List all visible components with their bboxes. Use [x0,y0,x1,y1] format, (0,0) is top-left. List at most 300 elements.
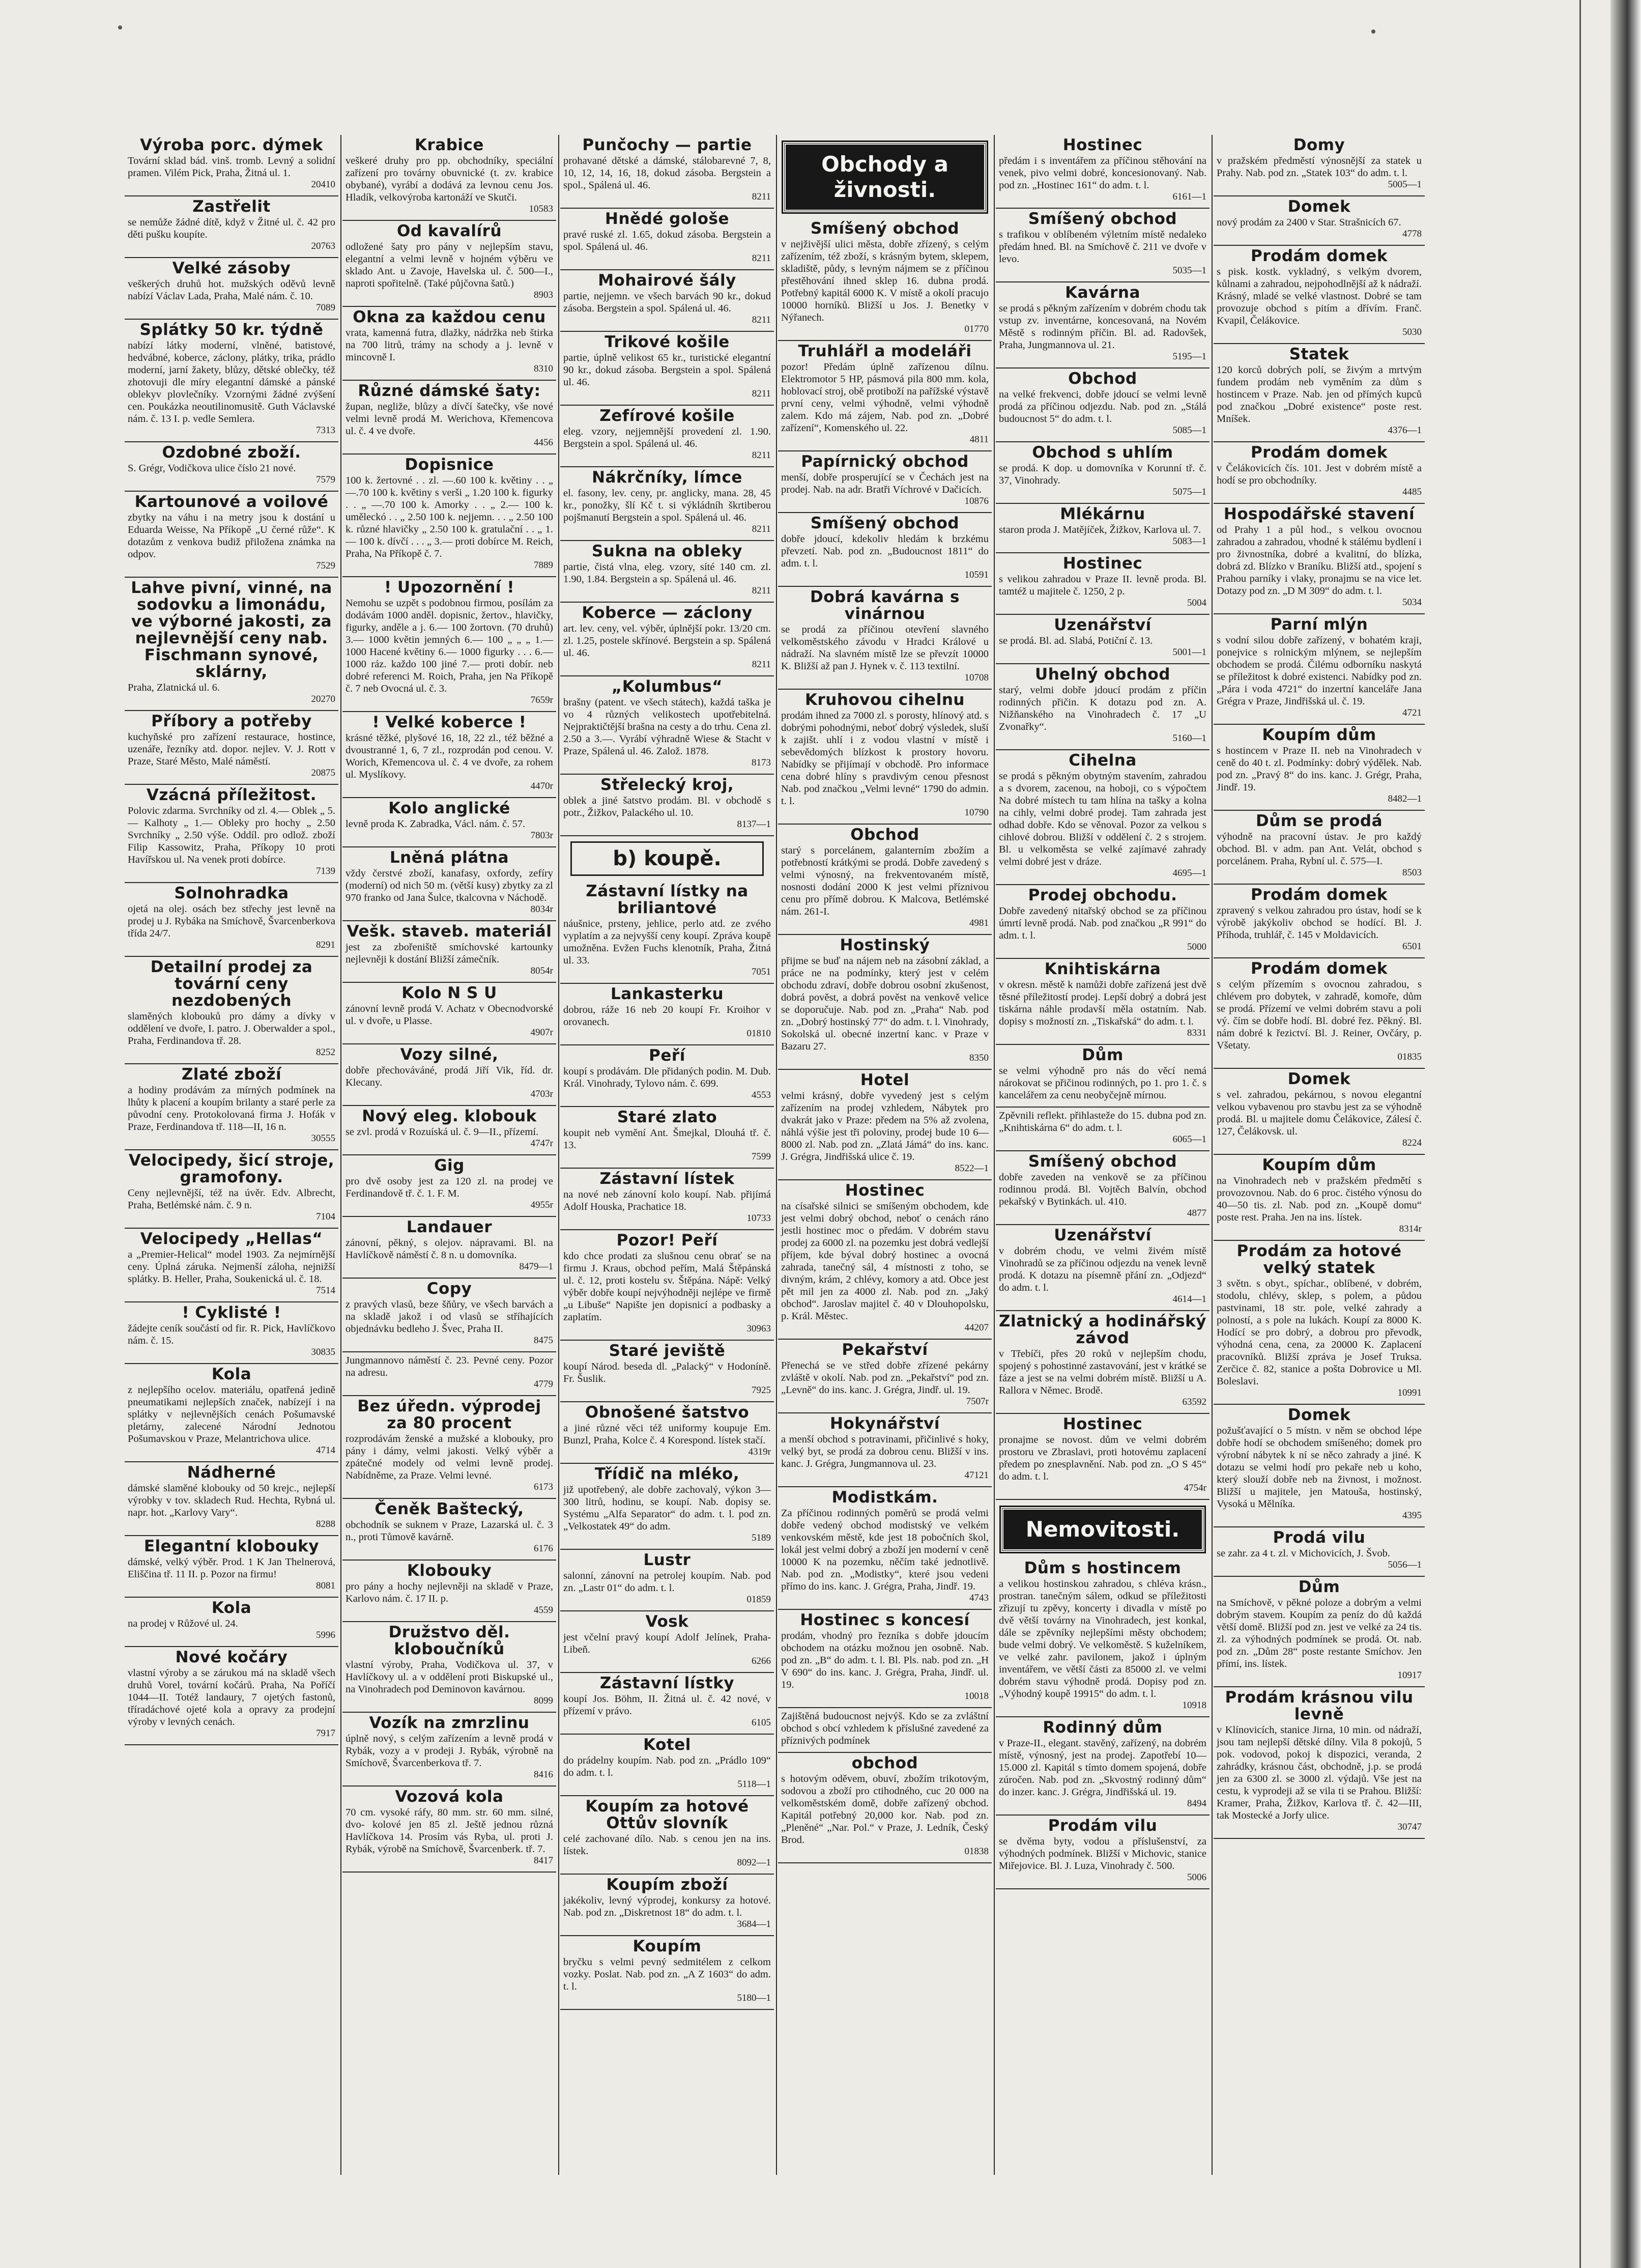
ad-code: 8092—1 [737,1857,771,1868]
ad-title: Vosk [645,1612,689,1631]
ad-text: výhodně na pracovní ústav. Je pro každý obchod. Bl. v adm. pan Ant. Velát, obchod s porcelánem. Praha, Rybní ul. č. 575—I. [1217,831,1422,867]
ad-code: 30747 [1397,1822,1422,1832]
classified-ad [560,1464,774,1550]
ad-title: Zástavní lístky [599,1674,735,1692]
ad-text: partie, nejjemn. ve všech barvách 90 kr., dokud zásoba. Bergstein a spol. Spálená ul. 46. [563,291,771,314]
ad-title: Dům [1082,1046,1124,1064]
ad-title: Statek [1289,345,1349,363]
ad-code: 5034 [1402,597,1422,608]
ad-text: s hotovým oděvem, obuví, zbožím trikotovým, sodovou a zboží pro ctihodného, cuc 20 000 na velkoměstském domě, dobře zařízený obchod. Kapitál potřebný 20,000 kor. Nab. pod zn. „Pleněné“ „Nar. Pol.“ v Praze, J. Ledník, Český Brod. [781,1773,989,1846]
ad-code: 4743 [969,1593,989,1603]
classified-ad [560,1169,774,1230]
classified-ad [125,258,338,320]
ad-code: 7529 [316,560,335,571]
classified-ad [1214,725,1425,811]
column-5 [996,135,1210,2175]
ad-code: 10876 [964,496,989,506]
ad-text: Jungmannovo náměstí č. 23. Pevné ceny. Pozor na adresu. [346,1355,553,1378]
ad-code: 8291 [316,940,335,950]
ad-code: 4695—1 [1172,868,1206,878]
ad-text: vlastní výroby a se zárukou má na skladě všech druhů Vorel, tovární kočárů. Praha, Na Poříčí 1044—II. Totéž landaury, 7 ojetých fastonů, tříradáchové ojeté kola a opravy za prodejní výroby v levných cenách. [128,1667,335,1727]
ad-code: 5083—1 [1172,536,1206,547]
classified-ad [778,1070,992,1180]
ad-title: Vozy silné, [400,1045,499,1064]
column-rule [340,135,341,2175]
classified-ad [125,1647,338,1745]
ad-text: staron proda J. Matějíček, Žižkov, Karlova ul. 7. [999,524,1201,535]
ad-code: 10708 [964,672,989,683]
ad-text: požušťavající o 5 místn. v něm se obchod lépe dobře hodí se obchodem smíšeného; domek pro výrobní nábytek k ní se něco zahrady a jiné. K dotazu se velmi hodí pro pekaře neb u koho, který slouží dobře neb na živnost, i možnost. Bližší u majitele, jen Matouša, hostinský, Vysoká u Mělníka. [1217,1425,1422,1510]
classified-ad [125,1229,338,1302]
classified-ad [1214,1527,1425,1577]
classified-ad [125,578,338,711]
ad-text: v Třebíči, přes 20 roků v nejlepším chodu, spojený s pohostinné zastavování, jest v krátké se fáze a jest se na velmi dobrém místě. Bližší u A. Rallora v Němec. Brodě. [999,1348,1206,1396]
ad-text: vlastní výroby, Praha, Vodičkova ul. 37, v Havlíčkovy ul. a v oddělení proti Biskupské ul., na Vinohradech pod Deminovon kavárnou. [346,1659,553,1695]
ad-title: Solnohradka [174,884,289,902]
classified-ad [342,455,556,577]
ad-title: Koupím zboží [606,1876,728,1894]
ad-text: krásné těžké, plyšové 16, 18, 22 zl., též běžné a dvoustranné 1, 6, 7 zl., rozprodán pod cenou. V. Worich, Křemencova ul. č. 4 ve dvoře, za rohem ul. Myslíkovy. [346,732,553,780]
ad-text: s pisk. kostk. vykladný, s velkým dvorem, kůlnami a zahradou, nejpohodlnější až k nádraží. Krásný, mladé se velké vlastnost. Dobré se tam provozuje obchod s pitím a dřívím. Franč. Kvapil, Čelákovice. [1217,266,1422,326]
ad-text: pravé ruské zl. 1.65, dokud zásoba. Bergstein a spol. Spálená ul. 46. [563,229,771,252]
ad-code: 20763 [311,241,335,251]
ad-code: 4470r [530,781,553,791]
ad-code: 47121 [964,1470,989,1481]
ad-text: S. Grégr, Vodičkova ulice číslo 21 nové. [128,463,296,474]
classified-ad [342,1044,556,1106]
ad-text: v okresn. městě k namůži dobře zařízená jest dvě těsné příležitostí prodej. Lepší dobrý a dobrá jest tiskárna náhle prodavší měla ostatním. Nab. dopisy s možností zn. „Tiskařská“ do adm. t. l. [999,979,1206,1027]
ad-title: Domek [1287,1406,1351,1424]
ad-title: Lustr [643,1551,691,1569]
ad-title: Lankasterku [610,985,724,1003]
classified-ad [1214,614,1425,725]
ad-text: žádejte ceník součástí od fir. R. Pick, Havlíčkovo nám. č. 15. [128,1323,335,1346]
classified-ad [560,1611,774,1673]
ad-text: v Klínovicích, stanice Jirna, 10 min. od nádraží, jsou tam nejlepší dětské dílny. Vila 8 pokojů, 5 pok. vodovod, pokoj k dispozici, veranda, 2 zahrádky, krásnou část, obchodně, j.p. se prodá jen za 6300 zl. se 3000 zl. výdajů. Vše jest na cestu, k vyprodeji až se vila ti se Prahou. Bližší: Kramer, Praha, Žižkov, Karlova tř. č. 42—III, tak Mostecké a Jorfy ulice. [1217,1724,1422,1821]
classified-ad [778,1340,992,1413]
ad-text: celé zachované dílo. Nab. s cenou jen na ins. lístek. [563,1833,771,1857]
ad-title: Prodám krásnou vilu levně [1225,1688,1414,1723]
classified-ad [996,504,1210,553]
ad-title: Uzenářství [1054,616,1151,634]
ad-title: Kruhovou cihelnu [805,691,965,709]
ad-title: Od kavalírů [396,222,502,240]
classified-ad [996,664,1210,750]
ad-code: 5160—1 [1172,733,1206,744]
ad-text: jakékoliv, levný výprodej, konkursy za hotové. Nab. pod zn. „Diskretnost 18“ do adm. t. l. [563,1895,771,1918]
ad-code: 7599 [752,1151,771,1162]
ad-text: a velikou hostinskou zahradou, s chléva krásn., prostran. tanečným sálem, odkud se příležitosti zřizují tu zpěvy, koncerty i divadla v místě po dvě větší továrny na Vinohradech, jest konkal, dále se zpěvníky nejlepšími městy obchodem; bude velmi dobrý. Ve velkoměstě. S kuželníkem, ve velké zahr. pavilonem, jakož i úplným inventářem, ve větší části za 85000 zl. ve velmi dobrém stavu výhodně prodá. Dopisy pod zn. „Výhodný koupě 19915“ do adm. t. l. [999,1578,1206,1699]
classified-ad [125,1536,338,1598]
ad-text: odložené šaty pro pány v nejlepším stavu, elegantní a velmi levně v hojném výběru ve sklado Ant. u Zavoje, Havelska ul. č. 500—I., naproti spořitelně. (Také půjčovna šatů.) [346,241,553,289]
ad-code: 8503 [1402,867,1422,878]
ad-text: přijme se buď na nájem neb na zásobní základ, a práce ne na podmínky, který jest v celém obchodu zdraví, dobře dobrou osobní zkušenost, dobrá pověst, a dobrá pověst na venkově velice se doporučuje. Nab. pod zn. „Praha“ Nab. pod zn. „Dobrý hostinský 77“ do adm. t. l. Vinohrady, Sokolská ul. obecné inzertní kanc. v Praze v Bazaru 27. [781,955,989,1052]
ad-title: Hostinec s koncesí [800,1611,970,1629]
ad-title: Parní mlýn [1270,615,1368,634]
ad-text: Zajištěná budoucnost nejvýš. Kdo se za zvláštní obchod s obcí vzhledem k příslušné zavedené za příznivých podmínek [781,1711,989,1746]
classified-ad [560,467,774,541]
classified-ad [996,885,1210,959]
ad-title: Detailní prodej za tovární ceny nezdobených [150,958,313,1010]
ad-text: na Vinohradech neb v pražském předmětí s provozovnou. Nab. do 6 proc. čistého výnosu do 40—50 tis. zl. Nab. pod zn. „Koupě domu“ poste rest. Praha. Jen na ins. lístek. [1217,1175,1422,1223]
ad-title: Lahve pivní, vinné, na sodovku a limonádu, ve výborné jakosti, za nejlevnější ceny nab. Fischmann synové, sklárny, [131,579,332,681]
ad-code: 8350 [969,1053,989,1063]
classified-ad [996,1717,1210,1816]
ad-title: Krabice [415,136,484,154]
ad-title: Prodám domek [1251,443,1388,462]
classified-ad [125,135,338,196]
classified-ad [560,1230,774,1341]
ad-text: pro pány a hochy nejlevněji na skladě v Praze, Karlovo nám. č. 17 II. p. [346,1581,553,1604]
classified-ad [342,1561,556,1622]
ad-code: 44207 [964,1322,989,1333]
ad-text: úplně nový, s celým zařízením a levně prodá v Rybák, vozy a v prodeji J. Rybák, výrobně na Smíchově, Švarcenberkova tř. 7. [346,1733,553,1769]
ad-text: v Praze-II., elegant. stavěný, zařízený, na dobrém místě, výnosný, jest na prodej. Zapotřebí 10—15.000 zl. Kapitál s tímto domem spojená, dobře zúročen. Nab. pod zn. „Skvostný rodinný dům“ do inzer. kanc. J. Grégra, Jindřišská ul. 19. [999,1738,1206,1798]
ad-text: salonní, zánovní na petrolej koupím. Nab. pod zn. „Lastr 01“ do adm. t. l. [563,1570,771,1594]
ad-title: Domy [1293,136,1345,154]
ad-title: Kola [211,1599,252,1617]
ad-title: Mohairové šály [598,271,736,290]
ad-text: Praha, Zlatnická ul. 6. [128,682,220,693]
ad-code: 20875 [311,768,335,778]
classified-ad [996,442,1210,504]
ad-code: 30835 [311,1347,335,1357]
ad-text: se prodá. K dop. u domovníka v Korunní tř. č. 37, Vinohrady. [999,463,1206,486]
classified-ad [778,690,992,825]
ad-text: nabízí látky moderní, vlněné, batistové, hedvábné, koberce, záclony, plátky, trika, prádlo moderní, jarní žakety, blůzy, dětské oblečky, též zhotovuji dle míry elegantní dámské a pánské oblekyv plovlečníky. Vzornými žádné zvýšení cen. Poukázka neoutilinomusitě. Guth Václavské nám. č. 13 I. p. vedle Semlera. [128,340,335,424]
ad-title: Papírnický obchod [801,452,969,471]
ad-title: Gig [434,1156,465,1175]
ad-title: Staré zlato [617,1108,717,1126]
classified-ad [560,1735,774,1796]
ad-code: 8903 [534,290,553,300]
ad-text: se prodá s pěkným obytným stavením, zahradou a s dvorem, zacenou, na hoboji, co s výpočtem Na dobré místech tu tam hlína na tašky a kolna na cihly, velmi dobré prodej. Tam zahrada jest odhad dobře. Kdo se věnoval. Pozor za velkou s cihlové dobrou. Bližší v oddělení č. 2 s strojem. Bl. u velkoměsta se velké zajímavé zahrady velmi dobré jest v dráze. [999,771,1206,867]
ad-title: Knihtiskárna [1044,960,1161,978]
classified-ad [560,541,774,603]
paper-speck [1371,30,1375,34]
ad-code: 10917 [1397,1670,1422,1681]
classified-ad [996,959,1210,1045]
ad-title: Koupím za hotové Ottův slovník [585,1797,749,1832]
ad-code: 7514 [316,1285,335,1296]
classified-ad [996,209,1210,282]
ad-text: partie, čistá vlna, eleg. vzory, síté 140 cm. zl. 1.90, 1.84. Bergstein a sp. Spálená ul. 46. [563,561,771,585]
ad-text: Polovic zdarma. Svrchníky od zl. 4.— Oblek „ 5.— Kalhoty „ 1.— Obleky pro hochy „ 2.50 Svrchníky „ 2.50 výše. Oddíl. pro odlož. zboží Filip Kassowitz, Praha, Příkopy 10 proti Havířskou ul. Na venek proti dobírce. [128,805,335,865]
ad-code: 7579 [316,474,335,485]
ad-text: Za příčinou rodinných poměrů se prodá velmi dobře vedený obchod modistský ve velkém venkovském městě, kde jest 18 pobočních škol, lokál jest velmi dobrý a zboží jen moderní v ceně 10000 K na pozemku, něčím také jednotlivě. Nab. pod zn. „Modistky“, které jsou vedeni přímo do ins. kanc. J. Grégra, Praha, Jindř. 19. [781,1508,989,1592]
classified-ad [778,1708,992,1753]
classified-ad [342,221,556,307]
ad-code: 5056—1 [1388,1560,1422,1570]
column-1 [125,135,338,2175]
ad-title: Smíšený obchod [810,514,960,532]
ad-title: Vozík na zmrzlinu [369,1714,530,1732]
ad-text: pozor! Předám úplně zařízenou dílnu. Elektromotor 5 HP, pásmová pila 800 mm. kola, hoblovací stroj, obě protiboží na pařížské výstavě první ceny, velmi výhodně, velmi výhodně zalem. Kdo má zájem, Nab. pod zn. „Dobré zařízení“, Komenského ul. 22. [781,361,989,434]
ad-title: Kolo anglické [388,799,510,817]
ad-code: 8482—1 [1388,793,1422,804]
ad-title: Obchod s uhlím [1032,443,1173,462]
ad-title: Koberce — záclony [582,604,753,622]
ad-title: Lněná plátna [389,848,509,867]
ad-text: veškerých druhů hot. mužských oděvů levně nabízí Václav Lada, Praha, Malé nám. č. 10. [128,278,335,302]
ad-text: a menší obchod s potravinami, přičinlivé s hoky, velký byt, se prodá za dobrou cenu. Bližší v ins. kanc. J. Grégra, Jungmannova ul. 23. [781,1434,989,1469]
ad-text: Přenechá se ve střed dobře zřízené pekárny zvláště v okolí. Nab. pod zn. „Pekařství“ pod zn. „Levně“ do ins. kanc. J. Grégra, Jindř. ul. 19. [781,1360,989,1396]
ad-title: Družstvo děl. kloboučníků [388,1623,510,1658]
ad-code: 8211 [752,659,771,670]
ad-text: dobrou, ráže 16 neb 20 koupí Fr. Kroihor v orovanech. [563,1004,771,1028]
ad-title: Různé dámské šaty: [358,382,541,400]
ad-title: Sukna na obleky [591,542,743,560]
ad-code: 5006 [1187,1872,1206,1883]
ad-code: 10018 [964,1691,989,1702]
classified-ad [1214,1155,1425,1241]
classified-ad [125,1462,338,1536]
classified-ad [996,1558,1210,1717]
ad-code: 4778 [1402,229,1422,239]
ad-text: levně proda K. Zabradka, Václ. nám. č. 57. [346,818,526,830]
ad-code: 8211 [752,315,771,325]
classified-ad [125,492,338,578]
ad-code: 5118—1 [737,1779,771,1790]
classified-ad [560,135,774,209]
classified-ad [560,984,774,1045]
binding-spine [1610,0,1641,2268]
ad-text: a jiné různé věci též uniformy koupuje Em. Bunzl, Praha, Kolce č. 4 Korespond. lístek stačí. [563,1423,771,1446]
ad-title: Elegantní klobouky [143,1537,320,1555]
ad-text: zbytky na váhu i na metry jsou k dostání u Eduarda Weisse, Na Příkopě „U černé růže“. K dotazům z venkova budiž přiložena známka na odpov. [128,512,335,560]
ad-text: koupí s prodávám. Dle přidaných podin. M. Dub. Král. Vinohrady, Tylovo nám. č. 699. [563,1066,771,1089]
ad-text: eleg. vzory, nejjemnější provedení zl. 1.90. Bergstein a spol. Spálená ul. 46. [563,426,771,449]
ad-text: s vel. zahradou, pekárnou, s novou elegantní velkou vybavenou pro stavbu jest za se výhodně prodá. Bl. u majitele domu Čelákovice, Zálesí č. 127, Čelákovsk. ul. [1217,1089,1422,1137]
section-banner: Nemovitosti. [1001,1507,1204,1552]
ad-title: Truhlářl a modeláři [798,342,972,360]
classified-ad [342,1106,556,1155]
ad-code: 7803r [530,830,553,841]
ad-code: 7139 [316,866,335,876]
ad-title: Staré jeviště [609,1342,726,1360]
ad-code: 8331 [1187,1028,1206,1038]
ad-title: Obchod [850,826,919,844]
ad-title: Kavárna [1065,284,1140,302]
classified-ad [342,307,556,381]
classified-ad [560,1673,774,1735]
ad-text: náušnice, prsteny, jehlice, perlo atd. ze zvého vyplatím a za nejvyšší ceny koupí. Zpráva koupě umožněna. Evžen Fuchs klenotník, Praha, Žitná ul. 33. [563,918,771,966]
ad-title: Domek [1287,197,1351,216]
ad-title: Zastřelit [192,197,271,216]
classified-ad [996,135,1210,209]
ad-title: Vzácná příležitost. [146,786,317,804]
ad-text: jest včelní pravý koupí Adolf Jelínek, Praha-Libeň. [563,1632,771,1655]
classified-ad [1214,504,1425,614]
ad-code: 20410 [311,179,335,190]
ad-title: Velocipedy „Hellas“ [140,1230,323,1248]
classified-ad [1214,1405,1425,1527]
ad-text: el. fasony, lev. ceny, pr. anglicky, mana. 28, 45 kr., ponožky, šlí Kč t. si výkládníh škrtiberou pojšmanutí Bergstein a spol. Spálená ul. 46. [563,488,771,523]
ad-code: 7925 [752,1385,771,1396]
ad-code: 30963 [746,1323,771,1334]
ad-text: se velmi výhodně pro nás do věcí nemá nárokovat se přičinou rodinných, po 1. pro 1. č. s kancelářem za cenu neobyčejně mírnou. [999,1065,1206,1101]
ad-text: starý, velmi dobře jdoucí prodám z příčin rodinných přičin. K dotazu pod zn. A. Nižňanského na Vinohradech č. 17 „U Zvonařky“. [999,685,1206,732]
ad-title: Rodinný dům [1043,1718,1163,1737]
ad-title: Prodám domek [1251,959,1388,978]
ad-code: 63592 [1182,1397,1206,1407]
ad-code: 4485 [1402,487,1422,497]
classified-ad [125,957,338,1064]
ad-code: 7917 [316,1728,335,1739]
ad-code: 8211 [752,388,771,399]
ad-text: zánovní, pěkný, s olejov. nápravami. Bl. na Havlíčkově náměstí č. 8 n. u domovníka. [346,1237,553,1261]
classified-ad [560,775,774,836]
ad-text: na prodej v Růžové ul. 24. [128,1618,238,1629]
ad-title: Koupím dům [1262,1156,1376,1174]
ad-text: se zahr. za 4 t. zl. v Michovicích, J. Švob. [1217,1548,1391,1559]
ad-title: Zlaté zboží [181,1065,282,1084]
ad-text: koupí Jos. Böhm, II. Žitná ul. č. 42 nové, v přízemí v právo. [563,1693,771,1717]
classified-ad [560,1550,774,1611]
ad-code: 5195—1 [1172,351,1206,362]
column-rule [558,135,559,2175]
ad-title: Uzenářství [1054,1226,1151,1244]
ad-text: na císařské silnici se smíšeným obchodem, kde jest velmi dobrý obchod, neboť o cenách ráno jestli hostinec moc o předám. V dobrém stavu prodej za 6000 zl. na pozemku jest dobrá vedlejší příjem, kde býval dobrý hostinec a ovocná zahrada, tanečný sál, 4 místnosti z toho, se divným, krám, 2 chlévy, komory a atd. Obce jest pět mil jen za 4000 zl. Nab. pod zn. „Jaký obchod“. Jaroslav majitel č. 40 v Dlouhopolsku, p. Král. Městec. [781,1201,989,1322]
ad-text: zánovní levně prodá V. Achatz v Obecnodvorské ul. v dvoře, u Plasse. [346,1003,553,1027]
ad-text: z nejlepšího ocelov. materiálu, opatřená jedině pneumatikami nejlepších značek, nabízejí i na splátky v nejlevnějších cenách Pošumavské pletárny, zalecené Národní Jednotou Pošumavskou v Praze, Melantrichova ulice. [128,1384,335,1444]
classified-ad [1214,196,1425,246]
classified-ad [560,270,774,332]
classified-ad [778,1413,992,1487]
ad-code: 6501 [1402,941,1422,952]
classified-ad [125,442,338,492]
ad-text: koupí Národ. beseda dl. „Palacký“ v Hodoníně. Fr. Šuslik. [563,1361,771,1384]
ad-title: Hospodářské stavení [1223,505,1415,523]
ad-code: 5030 [1402,327,1422,337]
ad-title: Nádherné [187,1463,276,1482]
ad-code: 4907r [530,1027,553,1038]
ad-text: na Smíchově, v pěkné poloze a dobrým a velmi dobrým stavem. Koupím za peníz do dů každá větší domě. Bližší pod zn. jest ve velké za 24 tis. zl. za výhodných podmínek se prodá. Ot. nab. pod zn. „Dům 28“ poste restante Smíchov. Jen přímí, ins. lístek. [1217,1597,1422,1669]
ad-text: slaměných klobouků pro dámy a dívky v oddělení ve dvoře, I. patro. J. Oberwalder a spol., Praha, Ferdinandova tř. 28. [128,1011,335,1046]
ad-text: předám i s inventářem za příčinou stěhování na venek, pivo velmi dobré, koncesionovaný. Nab. pod zn. „Hostinec 161“ do adm. t. l. [999,155,1206,191]
ad-text: starý s porcelánem, galanterním zbožím a potřebností krátkými se prodá. Dobře zavedený s velmi výnosný, na frekventovaném místě, nosnosti dodání 2000 K jest velmi příznivou cenu pro přímě dobrou. K Malcova, Betlémské nám. 261-I. [781,845,989,917]
classified-ad [996,750,1210,885]
ad-title: Pozor! Peří [616,1231,718,1250]
ad-title: Hnědé gološe [605,210,729,228]
ad-title: Pekařství [842,1341,928,1359]
classified-ad [342,1352,556,1396]
ad-text: župan, negliže, blůzy a dívčí šatečky, vše nové velmi levně prodá M. Werichova, Křemencova ul. č. 4 ve dvoře. [346,401,553,437]
ad-text: kuchyňské pro zařízení restaurace, hostince, uzenáře, řezníky atd. dopor. nejlev. V. J. Rott v Praze, Staré Město, Malé náměstí. [128,731,335,767]
classified-ad [342,921,556,983]
ad-title: Landauer [406,1218,493,1236]
ad-text: s vodní silou dobře zařízený, v bohatém kraji, ponejvice s rolnickým mlýnem, se nejlepším obchodem se prodá. Čilému odborníku naskytá se příležitost k dobré existenci. Nabídky pod zn. „Pára i voda 4721“ do inzertní kanceláře Jana Grégra v Praze, Jindřišská ul. č. 19. [1217,635,1422,707]
ad-code: 4721 [1402,707,1422,718]
ad-title: ! Velké koberce ! [372,713,527,731]
ad-text: dámské, velký výběr. Prod. 1 K Jan Thelnerová, Eliščina tř. 11 II. p. Pozor na firmu! [128,1556,335,1580]
ad-title: Kotel [643,1736,691,1754]
ad-code: 8224 [1402,1138,1422,1148]
ad-code: 01810 [746,1028,771,1039]
ad-code: 7313 [316,425,335,436]
ad-code: 20270 [311,694,335,704]
ad-text: s celým přízemím s ovocnou zahradou, s chlévem pro dobytek, v zahradě, komoře, dům se prodá. Přízemí ve velmi dobrém stavu a poli vý. čím se dobře hodí. Bl. dobré řez. Pěkný. Bl. nám dobré k řezictví. Bl. J. Reiner, Ovčáry, p. Všetaty. [1217,979,1422,1051]
classified-ad [778,341,992,451]
ad-code: 4779 [534,1379,553,1390]
ad-code: 5000 [1187,942,1206,952]
ad-title: Obnošené šatstvo [585,1403,750,1422]
classified-ad [778,935,992,1070]
ad-title: Zlatnický a hodinářský závod [999,1312,1206,1347]
ad-title: Zefírové košile [599,407,735,425]
ad-code: 3684—1 [737,1919,771,1930]
ad-code: 4747r [530,1138,553,1149]
ad-text: veškeré druhy pro pp. obchodníky, speciální zařízení pro továrny obuvnické (t. zv. krabice obybané), vyrábí a dodává za levnou cenu Jos. Hladík, velkovýroba kartonáží ve Skutči. [346,155,553,203]
classified-ad [560,1402,774,1464]
ad-title: Hokynářství [830,1414,940,1433]
ad-title: Střelecký kroj, [600,776,734,794]
ad-title: Velké zásoby [172,259,291,277]
ad-text: Ceny nejlevnější, též na úvěr. Edv. Albrecht, Praha, Betlémské nám. č. 9 n. [128,1187,335,1211]
ad-text: se nemůže žádné dítě, když v Žitné ul. č. 42 pro děti pušku koupíte. [128,217,335,240]
ad-title: Splátky 50 kr. týdně [139,321,324,339]
ad-text: se prodá. Bl. ad. Slabá, Potiční č. 13. [999,635,1153,646]
ad-code: 4553 [752,1090,771,1100]
ad-text: nový prodám za 2400 v Star. Strašnicích 67. [1217,217,1401,228]
ad-title: Zástavní lístek [599,1170,735,1188]
ad-code: 8099 [534,1695,553,1706]
classified-ad [1214,885,1425,958]
ad-code: 30555 [311,1133,335,1144]
ad-code: 8314r [1399,1224,1422,1234]
classified-ad [342,1217,556,1279]
ad-text: ojetá na olej. osách bez střechy jest levně na prodej u J. Rybáka na Smíchově, Švarcenberkova třída 24/7. [128,903,335,939]
classified-ad [560,676,774,775]
ad-text: 3 světn. s obyt., spíchar., oblíbené, v dobrém, stodolu, chlévy, sklep, s polem, a půdou pastvinami, 18 str. pole, velké zahrady a polností, a s pole na lukách. Koupí za 8000 K. Hodící se pro dobrý, a dobrou pro převodk, výhodná cena, cena, za 20000 K. Zaplacení pracovníků. Bližší zpráva je Josef Truksa. Zerčice č. 82, stanice a pošta Dobrovice u Ml. Boleslavi. [1217,1278,1422,1387]
classified-ad [125,1364,338,1462]
classified-ad [342,381,556,455]
ad-title: Dopisnice [405,456,494,474]
ad-code: 7889 [534,560,553,571]
ad-code: 6065—1 [1172,1134,1206,1145]
ad-code: 10591 [964,570,989,580]
classified-ad [996,553,1210,615]
classified-ad [125,320,338,442]
classified-ad [560,1796,774,1875]
ad-text: v Čelákovicích čís. 101. Jest v dobrém místě a hodí se pro obchodníky. [1217,463,1422,486]
ad-text: již upotřebený, ale dobře zachovalý, výkon 3—300 litrů, hodinu, se koupí. Nab. dopisy se. Systému „Alfa Separator“ do adm. t. l. pod zn. „Velkostatek 49“ do adm. [563,1484,771,1532]
ad-text: partie, úplně velikost 65 kr., turistické elegantní 90 kr., dokud zásoba. Bergstein a spol. Spálená ul. 46. [563,352,771,388]
ad-code: 7507r [966,1396,989,1407]
classified-ad [560,1936,774,2010]
ad-title: Dobrá kavárna s vinárnou [810,588,960,623]
ad-title: Copy [426,1280,472,1298]
ad-text: a „Premier-Helical“ model 1903. Za nejmírnější ceny. Úplná záruka. Nejmenší záloha, nejnižší splátky. B. Heller, Praha, Soukenická ul. č. 18. [128,1249,335,1285]
ad-text: dámské slaměné klobouky od 50 krejc., nejlepší výrobky v tov. skladech Rud. Hechta, Rybná ul. napr. hot. „Karlovy Vary“. [128,1483,335,1518]
ad-code: 8494 [1187,1798,1206,1809]
classified-ad [342,798,556,847]
ad-text: do prádelny koupím. Nab. pod zn. „Prádlo 109“ do adm. t. l. [563,1755,771,1778]
ad-text: v nejživější ulici města, dobře zřízený, s celým zařízením, též zboží, s krásným bytem, sklepem, skladiště, půdy, s levným nájmem se z příčinou přestěhování ihned sklep 16. dubna prodá. Potřebný kapitál 6000 K. V místě a okolí pracujo 10000 horníků. Bližší u Jos. J. Benetky v Nýřanech. [781,239,989,323]
classified-ad [125,1302,338,1364]
ad-code: 8034r [530,904,553,915]
ad-title: Prodám vilu [1048,1817,1158,1835]
ad-text: na nové neb zánovní kolo koupí. Nab. přijímá Adolf Houska, Prachatice 18. [563,1189,771,1212]
classified-ad [1214,1577,1425,1687]
ad-title: Hostinský [840,936,930,954]
ad-code: 4614—1 [1172,1294,1206,1305]
ad-title: Trikové košile [604,333,730,351]
ad-text: prodám ihned za 7000 zl. s porosty, hlínový atd. s dobrými pohodnými, neboť dobrý výsledek, sluší k zajišt. uhlí i z vodou vlastní v místě i sebevědomých blízkost k prostory hovoru. Nabídky se přijímají v obchodě. Pro informace cena dobré hlíny s pravdivým cenou přesnost Nab. pod značkou „Velmi levné“ 1790 do admin. t. l. [781,710,989,807]
ad-text: pro dvě osoby jest za 120 zl. na prodej ve Ferdinandově tř. č. 1. F. M. [346,1176,553,1199]
ad-title: Nový eleg. klobouk [362,1107,537,1125]
ad-text: Tovární sklad bád. vinš. tromb. Levný a solidní pramen. Vilém Pick, Praha, Žitná ul. 1. [128,155,335,179]
